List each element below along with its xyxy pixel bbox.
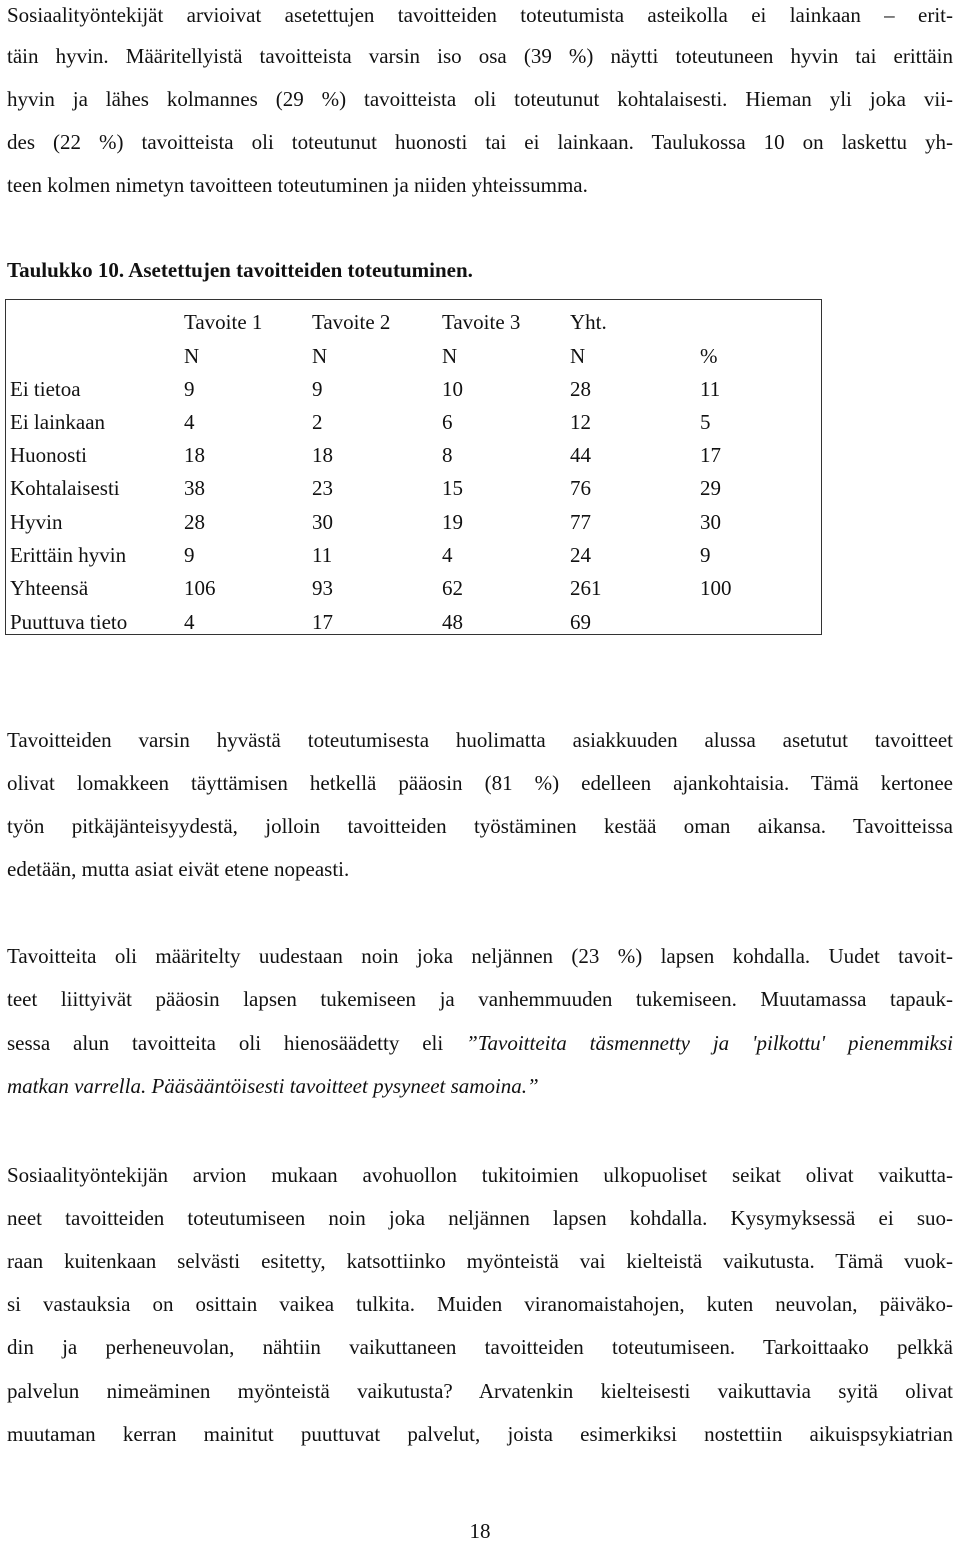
page-number: 18 <box>469 1519 491 1543</box>
table-cell: 9 <box>700 543 711 567</box>
table-cell: 5 <box>700 410 711 434</box>
para3-quote-end: matkan varrella. Pääsääntöisesti tavoitteet pysyneet samoina.” <box>7 1074 539 1098</box>
para3-line-3-text: sessa alun tavoitteita oli hienosäädetty eli <box>7 1031 467 1055</box>
para2-line-2: olivat lomakkeen täyttämisen hetkellä pääosin (81 %) edelleen ajankohtaisia. Tämä kertonee <box>7 771 953 795</box>
table-cell: 9 <box>312 377 323 401</box>
table-header-total: Yht. <box>570 310 607 334</box>
table-subheader-n2: N <box>312 344 328 368</box>
para4-line-6: palvelun nimeäminen myönteistä vaikutusta? Arvatenkin kielteisesti vaikuttavia syitä olivat <box>7 1379 953 1403</box>
intro-line-5: teen kolmen nimetyn tavoitteen toteutuminen ja niiden yhteissumma. <box>7 173 588 197</box>
table-subheader-n3: N <box>442 344 458 368</box>
table-cell: 4 <box>184 610 195 634</box>
para3-line-2: teet liittyivät pääosin lapsen tukemiseen ja vanhemmuuden tukemiseen. Muutamassa tapauk- <box>7 987 953 1011</box>
table-row-label: Huonosti <box>10 443 88 467</box>
table-header-tavoite-3: Tavoite 3 <box>442 310 521 334</box>
para2-line-3: työn pitkäjänteisyydestä, jolloin tavoitteiden työstäminen kestää oman aikansa. Tavoitteissa <box>7 814 953 838</box>
para3-line-3 <box>7 1033 953 1054</box>
table-cell: 19 <box>442 510 463 534</box>
para3-quote-start: ”Tavoitteita täsmennetty ja 'pilkottu' pienemmiksi <box>466 1031 953 1055</box>
table-cell: 23 <box>312 476 333 500</box>
table-row-label: Kohtalaisesti <box>10 476 120 500</box>
table-cell: 29 <box>700 476 721 500</box>
para2-line-1: Tavoitteiden varsin hyvästä toteutumisesta huolimatta asiakkuuden alussa asetutut tavoitteet <box>7 728 953 752</box>
table-cell: 15 <box>442 476 463 500</box>
table-cell: 69 <box>570 610 591 634</box>
table-row-label: Ei lainkaan <box>10 410 106 434</box>
table-cell: 4 <box>184 410 195 434</box>
intro-line-1: Sosiaalityöntekijät arvioivat asetettujen tavoitteiden toteutumista asteikolla ei lainkaan – erit- <box>7 3 953 27</box>
table-cell: 93 <box>312 576 333 600</box>
table-subheader-n-total: N <box>570 344 586 368</box>
table-cell: 17 <box>700 443 721 467</box>
table-row-label: Yhteensä <box>10 576 89 600</box>
table-cell: 261 <box>570 576 602 600</box>
intro-line-2: täin hyvin. Määritellyistä tavoitteista varsin iso osa (39 %) näytti toteutuneen hyvin tai erittäin <box>7 44 953 68</box>
table-cell: 28 <box>570 377 591 401</box>
table-cell: 8 <box>442 443 453 467</box>
table-subheader-percent: % <box>700 344 718 368</box>
table-cell: 10 <box>442 377 463 401</box>
para4-line-5: din ja perheneuvolan, nähtiin vaikuttaneen tavoitteiden toteutumiseen. Tarkoittaako pelkkä <box>7 1335 953 1359</box>
table-cell: 76 <box>570 476 591 500</box>
table-cell: 6 <box>442 410 453 434</box>
table-cell: 12 <box>570 410 591 434</box>
table-caption: Taulukko 10. Asetettujen tavoitteiden toteutuminen. <box>7 258 473 282</box>
table-cell: 18 <box>184 443 205 467</box>
table-row-label: Hyvin <box>10 510 63 534</box>
para4-line-2: neet tavoitteiden toteutumiseen noin joka neljännen lapsen kohdalla. Kysymyksessä ei suo- <box>7 1206 953 1230</box>
table-cell: 62 <box>442 576 463 600</box>
table-cell: 4 <box>442 543 453 567</box>
table-row-label: Erittäin hyvin <box>10 543 127 567</box>
table-cell: 11 <box>312 543 333 567</box>
para4-line-7: muutaman kerran mainitut puuttuvat palvelut, joista esimerkiksi nostettiin aikuispsykiatrian <box>7 1422 953 1446</box>
para3-line-4 <box>7 1076 539 1097</box>
intro-line-4: des (22 %) tavoitteista oli toteutunut huonosti tai ei lainkaan. Taulukossa 10 on laskettu yh- <box>7 130 953 154</box>
para4-line-4: si vastauksia on osittain vaikea tulkita. Muiden viranomaistahojen, kuten neuvolan, päiväko- <box>7 1292 953 1316</box>
table-cell: 48 <box>442 610 463 634</box>
table-cell: 11 <box>700 377 721 401</box>
table-cell: 17 <box>312 610 333 634</box>
table-cell: 2 <box>312 410 323 434</box>
table-header-tavoite-2: Tavoite 2 <box>312 310 391 334</box>
table-row-label: Puuttuva tieto <box>10 610 128 634</box>
intro-line-3: hyvin ja lähes kolmannes (29 %) tavoitteista oli toteutunut kohtalaisesti. Hieman yli joka vii- <box>7 87 953 111</box>
table-cell: 24 <box>570 543 591 567</box>
table-cell: 77 <box>570 510 591 534</box>
table-cell: 38 <box>184 476 205 500</box>
table-header-tavoite-1: Tavoite 1 <box>184 310 263 334</box>
table-row-label: Ei tietoa <box>10 377 81 401</box>
table-cell: 28 <box>184 510 205 534</box>
para4-line-1: Sosiaalityöntekijän arvion mukaan avohuollon tukitoimien ulkopuoliset seikat olivat vaikutta- <box>7 1163 953 1187</box>
table-subheader-n1: N <box>184 344 200 368</box>
table-cell: 18 <box>312 443 333 467</box>
para3-line-1: Tavoitteita oli määritelty uudestaan noin joka neljännen (23 %) lapsen kohdalla. Uudet tavoit- <box>7 944 953 968</box>
table-cell: 106 <box>184 576 216 600</box>
para4-line-3: raan kuitenkaan selvästi esitetty, katsottiinko myönteistä vai kielteistä vaikutusta. Tämä vuok- <box>7 1249 953 1273</box>
table-cell: 9 <box>184 377 195 401</box>
table-cell: 9 <box>184 543 195 567</box>
table-cell: 44 <box>570 443 591 467</box>
table-cell: 30 <box>312 510 333 534</box>
para2-line-4: edetään, mutta asiat eivät etene nopeasti. <box>7 857 350 881</box>
table-cell: 30 <box>700 510 721 534</box>
table-cell: 100 <box>700 576 732 600</box>
